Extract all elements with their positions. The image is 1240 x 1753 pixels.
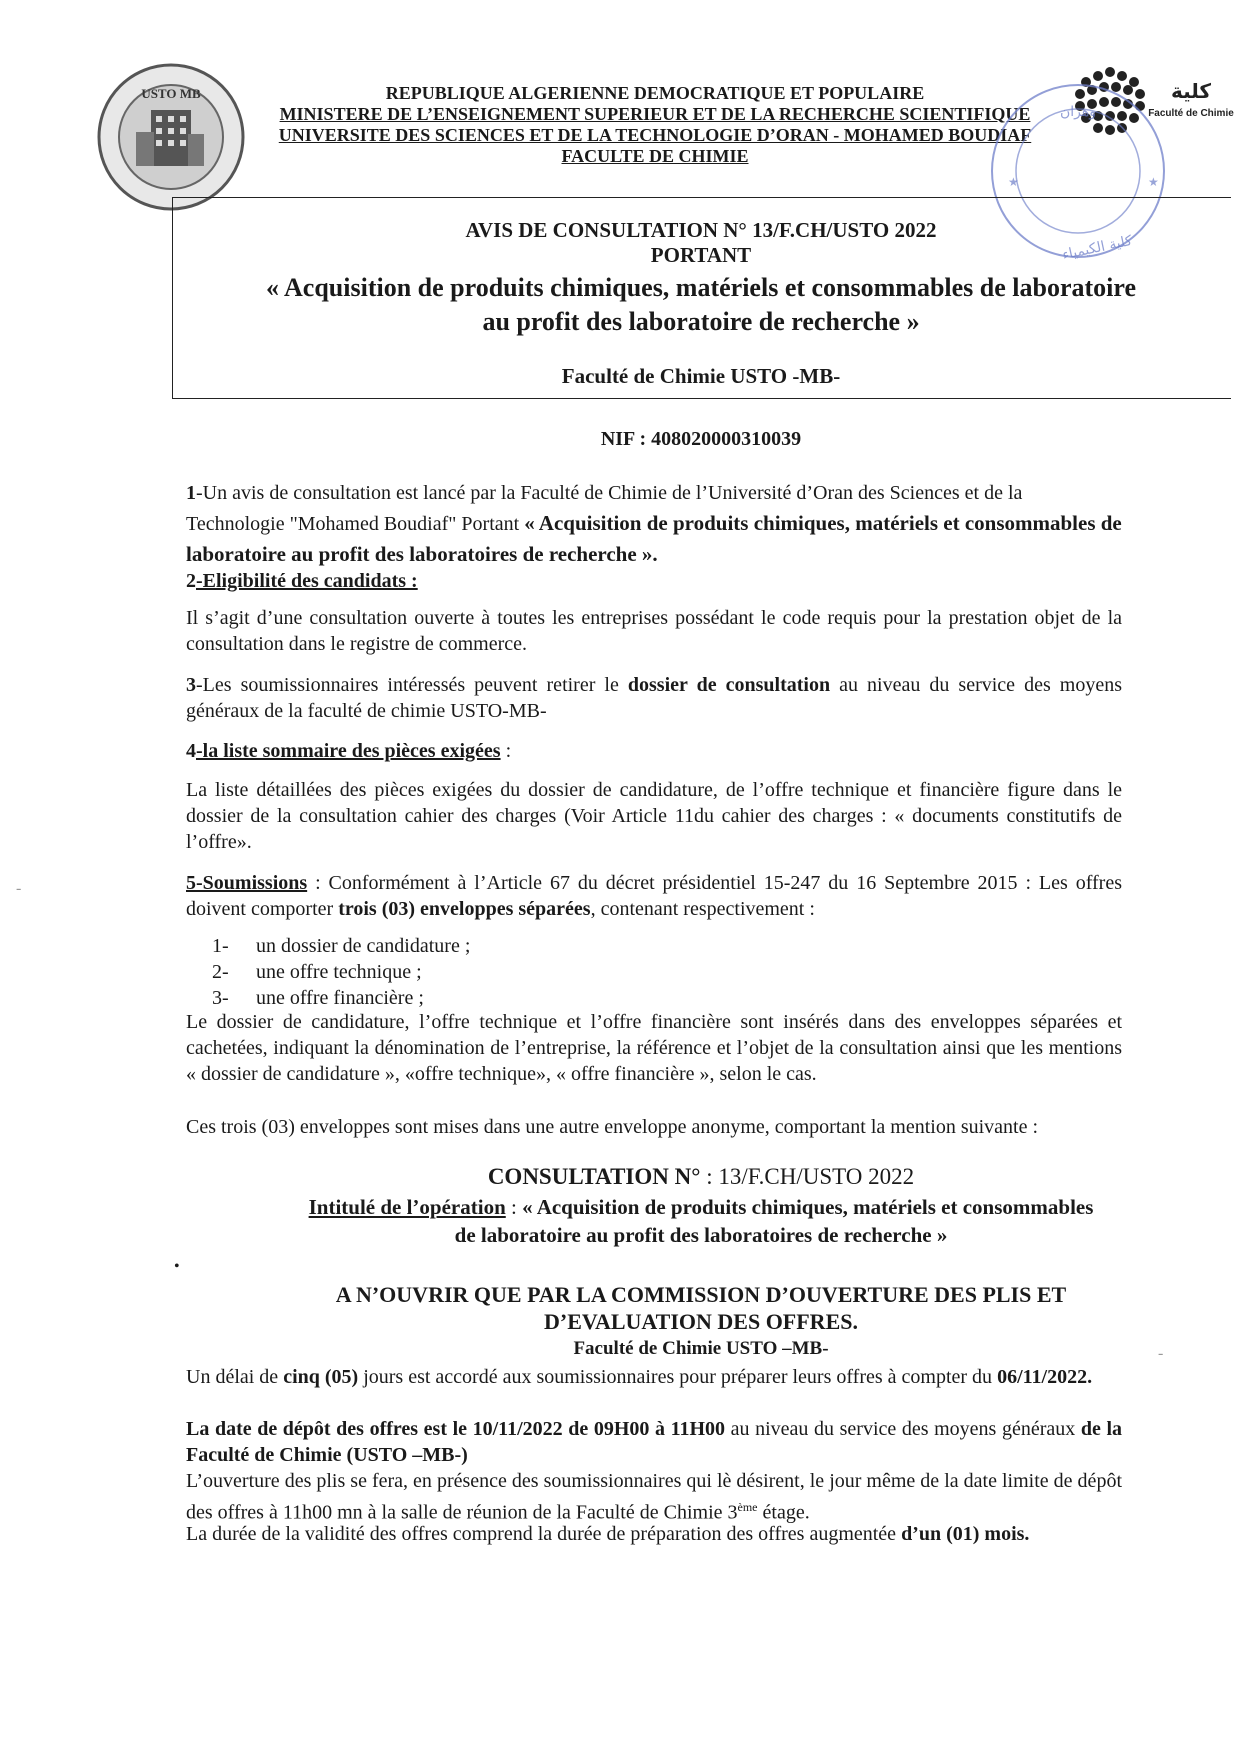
section-2-heading-line (186, 568, 1122, 594)
opening-text-end: étage. (757, 1501, 810, 1524)
deposit-date: La date de dépôt des offres est le 10/11/2022 de 09H00 à 11H00 (186, 1418, 726, 1440)
object-line-1: « Acquisition de produits chimiques, matériels et consommables de laboratoire (265, 273, 1137, 302)
section-4-heading-line (186, 738, 1122, 764)
logo-left-text: USTO MB (141, 86, 201, 101)
section-5-text-2: , contenant respectivement : (590, 898, 815, 920)
section-1-number: 1 (186, 482, 196, 504)
nif: NIF : 408020000310039 (600, 428, 802, 450)
svg-text:كلية الكيمياء: كلية الكيمياء (1060, 232, 1134, 264)
section-2-number: 2 (186, 570, 196, 592)
logo-right-text: Faculté de Chimie (1148, 108, 1234, 119)
section-5-paragraph-3: Ces trois (03) enveloppes sont mises dans une autre enveloppe anonyme, comportant la mention suivante : (186, 1116, 1039, 1138)
section-3 (186, 672, 1122, 724)
section-5 (186, 870, 1122, 922)
floor-superscript: ème (737, 1500, 758, 1514)
list-item-number: 2- (212, 961, 229, 983)
header-university: UNIVERSITE DES SCIENCES ET DE LA TECHNOLOGIE D’ORAN - MOHAMED BOUDIAF (278, 125, 1032, 145)
section-1-text: -Un avis de consultation est lancé par la Faculté de Chimie de l’Université d’Oran des Sciences et de la Technologie "Mohamed Boudiaf" Portant (186, 482, 1023, 535)
section-5-heading: 5-Soumissions (186, 872, 308, 894)
opening-text: L’ouverture des plis se fera, en présence des soumissionnaires qui lè désirent, le jour même de la date limite de dépôt des offres à 11h00 mn à la salle de réunion de la Faculté de Chimie 3 (186, 1470, 1122, 1524)
intitule-line (172, 1195, 1230, 1220)
deposit-paragraph (186, 1416, 1122, 1468)
list-item-text: une offre technique ; (256, 961, 422, 983)
section-3-text-1: -Les soumissionnaires intéressés peuvent retirer le (196, 674, 628, 696)
section-4-text: La liste détaillées des pièces exigées du dossier de candidature, de l’offre technique et financière figure dans le dossier de la consultation cahier des charges (Voir Article 11du cahier des charges : « documents constitutifs de l’offre». (186, 779, 1122, 853)
svg-text:★: ★ (1008, 175, 1019, 189)
bullet-mark: • (174, 1258, 180, 1275)
header-ministry: MINISTERE DE L’ENSEIGNEMENT SUPERIEUR ET DE LA RECHERCHE SCIENTIFIQUE (279, 104, 1031, 124)
validity-duration: d’un (01) mois. (901, 1523, 1030, 1545)
svg-text:وهران: وهران (1059, 104, 1097, 120)
section-4-heading: -la liste sommaire des pièces exigées (196, 740, 501, 762)
list-item-number: 3- (212, 987, 229, 1009)
intitule-object-1: « Acquisition de produits chimiques, matériels et consommables (522, 1195, 1094, 1219)
open-warning-1: A N’OUVRIR QUE PAR LA COMMISSION D’OUVERTURE DES PLIS ET (335, 1282, 1067, 1307)
deadline-start-date: 06/11/2022. (997, 1366, 1093, 1388)
intitule-object-2: de laboratoire au profit des laboratoires de recherche » (454, 1223, 948, 1247)
list-item-text: un dossier de candidature ; (256, 935, 471, 957)
deposit-place: de la Faculté de Chimie (USTO –MB-) (186, 1418, 1123, 1466)
section-1 (186, 478, 1122, 570)
section-5-paragraph-2: Le dossier de candidature, l’offre technique et l’offre financière sont insérés dans des enveloppes séparées et cachetées, indiquant la dénomination de l’entreprise, la référence et l’objet de la consultation ainsi que les mentions « dossier de candidature », «offre technique», « offre financière », selon le cas. (186, 1011, 1122, 1085)
portant-label: PORTANT (650, 243, 752, 267)
list-item-number: 1- (212, 935, 229, 957)
header-republic: REPUBLIQUE ALGERIENNE DEMOCRATIQUE ET POPULAIRE (385, 83, 925, 103)
section-5-text-1: : Conformément à l’Article 67 du décret présidentiel 15-247 du 16 Septembre 2015 : Les offres doivent comporter (186, 872, 1122, 920)
section-3-number: 3 (186, 674, 196, 696)
envelope-faculty: Faculté de Chimie USTO –MB- (573, 1338, 829, 1359)
validity-text: La durée de la validité des offres comprend la durée de préparation des offres augmentée (186, 1523, 902, 1545)
scan-speck: ‐ (16, 880, 22, 897)
deadline-text-1: Un délai de (186, 1366, 284, 1388)
university-logo (96, 62, 246, 212)
avis-title: AVIS DE CONSULTATION N° 13/F.CH/USTO 2022 (465, 218, 937, 242)
object-line-2: au profit des laboratoire de recherche » (482, 307, 920, 336)
svg-text:★: ★ (1148, 175, 1159, 189)
list-item-text: une offre financière ; (256, 987, 424, 1009)
list-item (212, 959, 422, 985)
deposit-text: au niveau du service des moyens généraux (725, 1418, 1081, 1440)
section-3-text-2: au niveau du service des moyens généraux de la faculté de chimie USTO-MB- (186, 674, 1123, 722)
opening-paragraph (186, 1468, 1122, 1526)
validity-paragraph (186, 1521, 1122, 1547)
list-item (212, 933, 470, 959)
intitule-colon: : (505, 1195, 523, 1219)
consultation-label: CONSULTATION N° (487, 1164, 701, 1189)
open-warning-2: D’EVALUATION DES OFFRES. (544, 1309, 858, 1334)
section-3-bold: dossier de consultation (627, 674, 831, 696)
deadline-days: cinq (05) (283, 1366, 359, 1388)
scan-speck: - (1158, 1345, 1164, 1362)
svg-text:كلية: كلية (1170, 79, 1212, 103)
header-faculty: FACULTE DE CHIMIE (561, 146, 749, 166)
consultation-reference (172, 1164, 1230, 1190)
section-2-heading: -Eligibilité des candidats : (196, 570, 418, 592)
section-4-colon: : (500, 740, 512, 762)
list-item (212, 985, 424, 1011)
section-5-bold: trois (03) enveloppes séparées (338, 898, 591, 920)
section-2-text: Il s’agit d’une consultation ouverte à toutes les entreprises possédant le code requis pour la prestation objet de la consultation dans le registre de commerce. (186, 607, 1122, 655)
intitule-label: Intitulé de l’opération (308, 1195, 506, 1219)
consultation-value: : 13/F.CH/USTO 2022 (700, 1164, 915, 1189)
deadline-text-2: jours est accordé aux soumissionnaires pour préparer leurs offres à compter du (358, 1366, 998, 1388)
section-4-number: 4 (186, 740, 196, 762)
deadline-paragraph (186, 1364, 1122, 1390)
title-faculty: Faculté de Chimie USTO -MB- (561, 364, 841, 388)
section-1-object: « Acquisition de produits chimiques, matériels et consommables de laboratoire au profit des laboratoires de recherche ». (186, 511, 1122, 566)
